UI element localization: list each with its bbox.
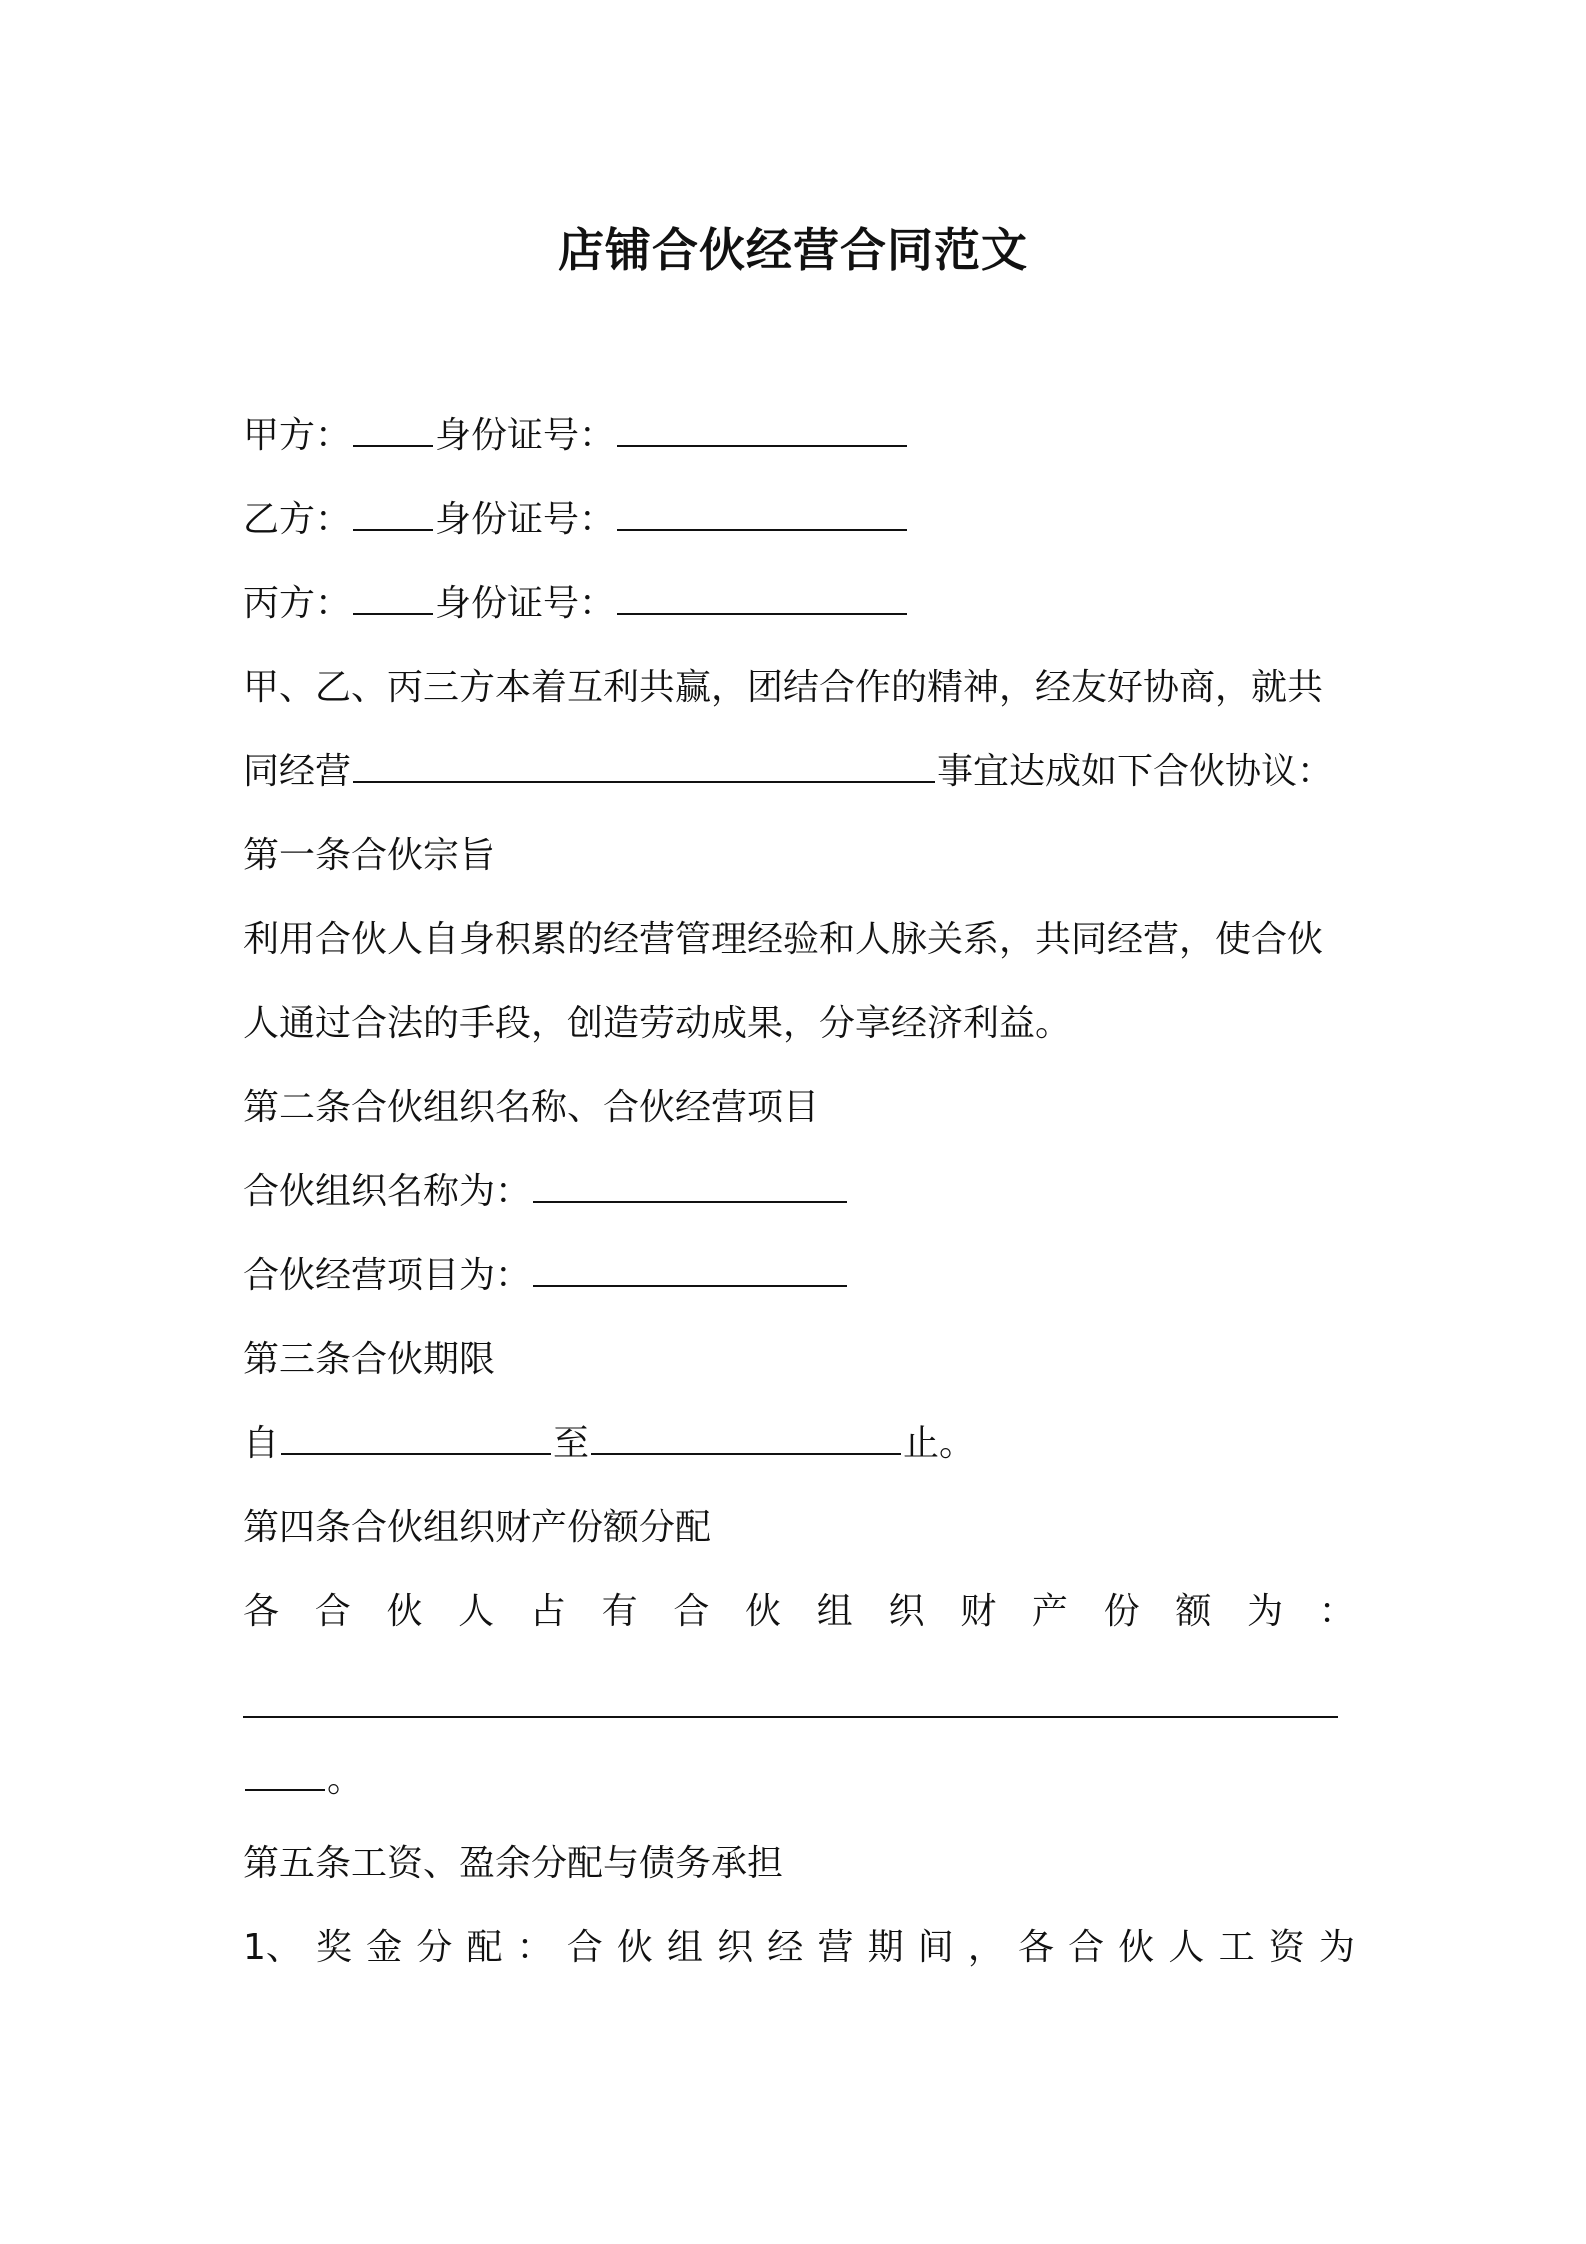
article-2-title: 第二条合伙组织名称、合伙经营项目 [243, 1087, 820, 1128]
project-line [243, 1252, 849, 1300]
bonus-char: 1、 [243, 1927, 302, 1968]
share-char: 额 [1175, 1591, 1212, 1632]
party-b-label: 乙方： [243, 499, 352, 540]
intro-suffix: 事宜达成如下合伙协议： [937, 751, 1334, 792]
party-b-blank [353, 499, 433, 531]
article-4-title: 第四条合伙组织财产份额分配 [243, 1507, 712, 1548]
party-a-id-label: 身份证号： [435, 415, 616, 456]
bonus-char: 为 [1318, 1927, 1355, 1968]
term-from: 自 [243, 1423, 280, 1464]
party-c-id-label: 身份证号： [435, 583, 616, 624]
party-a-id-blank [617, 415, 907, 447]
article-1-title: 第一条合伙宗旨 [243, 835, 496, 876]
share-char: 为 [1247, 1591, 1284, 1632]
term-start-blank [281, 1423, 551, 1455]
bonus-char: 伙 [1118, 1927, 1155, 1968]
party-c-line [243, 580, 909, 628]
bonus-char: 工 [1218, 1927, 1255, 1968]
intro-line-1: 甲、乙、丙三方本着互利共赢，团结合作的精神，经友好协商，就共 [243, 667, 1324, 708]
org-name-blank [533, 1171, 847, 1203]
party-b-id-label: 身份证号： [435, 499, 616, 540]
party-b-line [243, 496, 909, 544]
share-char: 占 [529, 1591, 566, 1632]
party-a-blank [353, 415, 433, 447]
share-char: 伙 [386, 1591, 423, 1632]
bonus-char: 金 [366, 1927, 403, 1968]
project-blank [533, 1255, 847, 1287]
party-a-label: 甲方： [243, 415, 352, 456]
share-blank-end [243, 1756, 363, 1804]
bonus-char: 组 [667, 1927, 704, 1968]
intro-prefix: 同经营 [243, 751, 352, 792]
document-title: 店铺合伙经营合同范文 [558, 223, 1028, 277]
share-char: 各 [243, 1591, 280, 1632]
bonus-char: 经 [767, 1927, 804, 1968]
org-name-label: 合伙组织名称为： [243, 1171, 532, 1212]
bonus-char: ： [516, 1927, 553, 1968]
bonus-char: 配 [466, 1927, 503, 1968]
bonus-char: 间 [917, 1927, 954, 1968]
bonus-char: 合 [1068, 1927, 1105, 1968]
article-5-title: 第五条工资、盈余分配与债务承担 [243, 1843, 784, 1884]
share-char: 人 [458, 1591, 495, 1632]
share-char: 织 [888, 1591, 925, 1632]
term-end-blank [591, 1423, 901, 1455]
party-b-id-blank [617, 499, 907, 531]
bonus-char: 各 [1018, 1927, 1055, 1968]
term-to: 至 [553, 1423, 590, 1464]
party-c-blank [353, 583, 433, 615]
term-end: 止。 [903, 1423, 976, 1464]
share-period: 。 [327, 1759, 364, 1800]
bonus-char: 分 [416, 1927, 453, 1968]
project-label: 合伙经营项目为： [243, 1255, 532, 1296]
party-c-label: 丙方： [243, 583, 352, 624]
share-char: 产 [1031, 1591, 1068, 1632]
share-char: 有 [601, 1591, 638, 1632]
share-char: ： [1318, 1591, 1355, 1632]
bonus-char: 合 [566, 1927, 603, 1968]
bonus-char: 织 [717, 1927, 754, 1968]
bonus-char: ， [967, 1927, 1004, 1968]
article-3-title: 第三条合伙期限 [243, 1339, 496, 1380]
intro-line-2 [243, 748, 1333, 796]
share-char: 合 [314, 1591, 351, 1632]
share-char: 伙 [745, 1591, 782, 1632]
share-char: 组 [816, 1591, 853, 1632]
party-c-id-blank [617, 583, 907, 615]
term-line [243, 1420, 975, 1468]
share-statement [243, 1588, 1355, 1636]
bonus-char: 伙 [616, 1927, 653, 1968]
share-char: 财 [960, 1591, 997, 1632]
article-1-line-2: 人通过合法的手段，创造劳动成果，分享经济利益。 [243, 1003, 1072, 1044]
bonus-char: 奖 [316, 1927, 353, 1968]
bonus-char: 人 [1168, 1927, 1205, 1968]
share-blank-rule [243, 1716, 1338, 1718]
business-blank [353, 751, 935, 783]
bonus-char: 营 [817, 1927, 854, 1968]
party-a-line [243, 412, 909, 460]
org-name-line [243, 1168, 849, 1216]
share-blank-short [245, 1759, 325, 1791]
bonus-char: 期 [867, 1927, 904, 1968]
bonus-line [243, 1924, 1355, 1972]
article-1-line-1: 利用合伙人自身积累的经营管理经验和人脉关系，共同经营，使合伙 [243, 919, 1324, 960]
share-char: 合 [673, 1591, 710, 1632]
bonus-char: 资 [1268, 1927, 1305, 1968]
share-char: 份 [1103, 1591, 1140, 1632]
